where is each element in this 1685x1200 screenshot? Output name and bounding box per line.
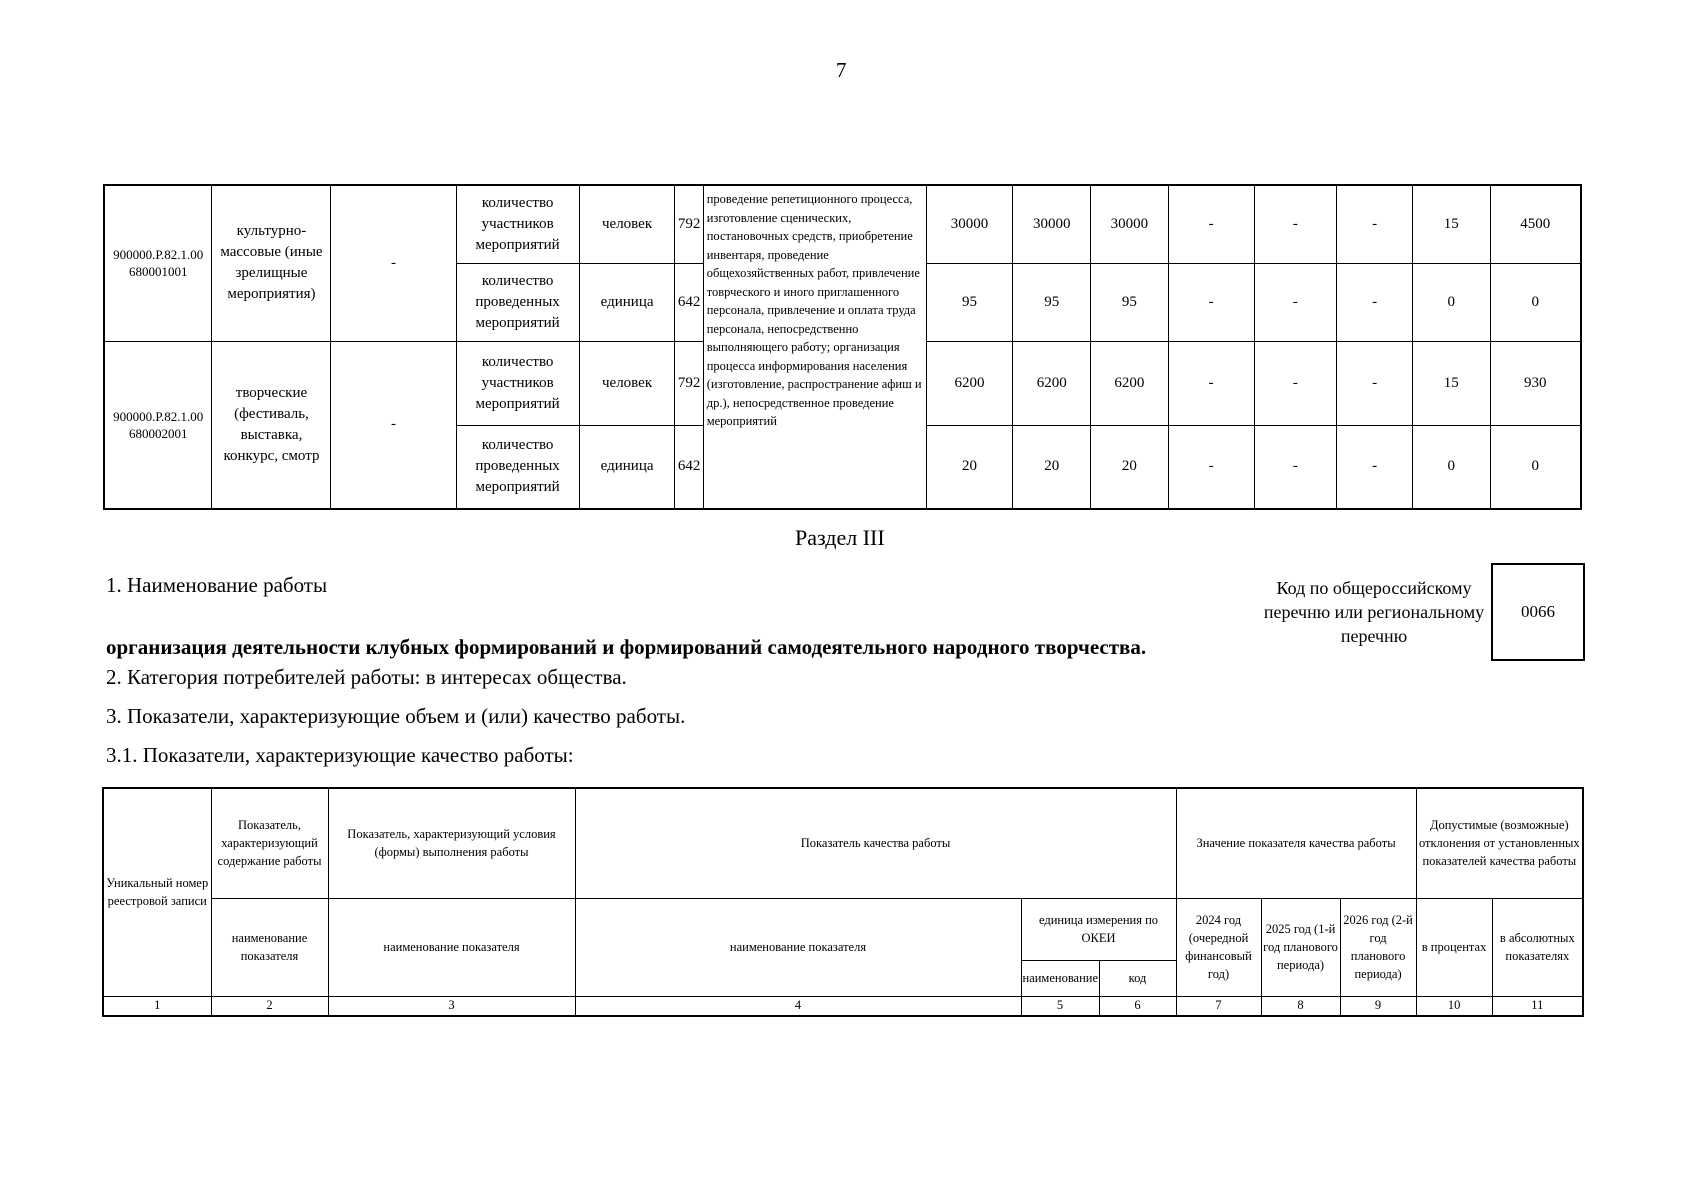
header-deviation: Допустимые (возможные) отклонения от установленных показателей качества работы <box>1416 788 1583 898</box>
table-row <box>104 185 1581 263</box>
price-2026: - <box>1337 185 1413 263</box>
consumer-category: 2. Категория потребителей работы: в интересах общества. <box>106 665 627 689</box>
unit-code: 642 <box>675 263 703 341</box>
value-2025: 30000 <box>1013 185 1091 263</box>
unit-name: человек <box>579 185 675 263</box>
column-number: 8 <box>1261 996 1340 1016</box>
value-2026: 6200 <box>1091 341 1169 425</box>
header-conditions: Показатель, характеризующий условия (формы) выполнения работы <box>328 788 575 898</box>
registry-code: 900000.Р.82.1.00 680002001 <box>104 341 212 509</box>
header-okei-name: наименование <box>1021 960 1099 996</box>
quality-indicators-table <box>102 787 1584 1017</box>
work-name: организация деятельности клубных формирований и формирований самодеятельного народного творчества. <box>106 635 1147 659</box>
column-number: 6 <box>1099 996 1176 1016</box>
deviation-percent: 0 <box>1412 263 1490 341</box>
value-2024: 20 <box>926 425 1013 509</box>
value-2025: 20 <box>1013 425 1091 509</box>
deviation-absolute: 0 <box>1490 425 1581 509</box>
price-2025: - <box>1254 263 1337 341</box>
registry-code-label: Код по общероссийскому перечню или региональному перечню <box>1263 578 1485 646</box>
header-indicator-name: наименование показателя <box>211 898 328 996</box>
unit-name: человек <box>579 341 675 425</box>
deviation-absolute: 0 <box>1490 263 1581 341</box>
price-2024: - <box>1168 425 1254 509</box>
header-value: Значение показателя качества работы <box>1176 788 1416 898</box>
header-okei-code: код <box>1099 960 1176 996</box>
price-2025: - <box>1254 425 1337 509</box>
condition-indicator: - <box>331 185 456 341</box>
value-2026: 95 <box>1091 263 1169 341</box>
indicator-name: количество участников мероприятий <box>456 185 579 263</box>
unit-code: 642 <box>675 425 703 509</box>
column-number: 2 <box>211 996 328 1016</box>
indicator-name: количество проведенных мероприятий <box>456 425 579 509</box>
deviation-absolute: 4500 <box>1490 185 1581 263</box>
deviation-percent: 0 <box>1412 425 1490 509</box>
header-okei-unit: единица измерения по ОКЕИ <box>1021 898 1176 960</box>
table-header-row <box>103 788 1583 898</box>
work-name-label: 1. Наименование работы <box>106 573 328 597</box>
unit-code: 792 <box>675 185 703 263</box>
quality-indicators-heading: 3.1. Показатели, характеризующие качество работы: <box>106 743 574 767</box>
header-year-2024: 2024 год (очередной финансовый год) <box>1176 898 1261 996</box>
content-indicator: культурно-массовые (иные зрелищные мероприятия) <box>212 185 331 341</box>
price-2026: - <box>1337 425 1413 509</box>
header-unique-number: Уникальный номер реестровой записи <box>103 788 211 996</box>
registry-code: 900000.Р.82.1.00 680001001 <box>104 185 212 341</box>
registry-code-value: 0066 <box>1521 602 1555 621</box>
value-2026: 20 <box>1091 425 1169 509</box>
indicator-name: количество участников мероприятий <box>456 341 579 425</box>
unit-code: 792 <box>675 341 703 425</box>
deviation-percent: 15 <box>1412 185 1490 263</box>
column-number: 7 <box>1176 996 1261 1016</box>
table-header-row <box>103 898 1583 960</box>
column-number: 11 <box>1492 996 1583 1016</box>
price-2026: - <box>1337 263 1413 341</box>
condition-indicator: - <box>331 341 456 509</box>
column-number: 5 <box>1021 996 1099 1016</box>
indicator-name: количество проведенных мероприятий <box>456 263 579 341</box>
header-year-2026: 2026 год (2-й год планового периода) <box>1340 898 1416 996</box>
work-description: проведение репетиционного процесса, изготовление сценических, постановочных средств, приобретение инвентаря, проведение общехозяйственных работ, привлечение товрческого и иного приглашенного персонала, привлечение и оплата труда персонала, непосредственно выполняющего работу; организация процесса информирования населения (изготовление, распространение афиш и др.), непосредственное проведение мероприятий <box>703 185 926 509</box>
indicators-heading: 3. Показатели, характеризующие объем и (или) качество работы. <box>106 704 686 728</box>
header-indicator-name: наименование показателя <box>328 898 575 996</box>
content-indicator: творческие (фестиваль, выставка, конкурс, смотр <box>212 341 331 509</box>
column-number: 10 <box>1416 996 1492 1016</box>
header-percent: в процентах <box>1416 898 1492 996</box>
column-number: 4 <box>575 996 1021 1016</box>
deviation-percent: 15 <box>1412 341 1490 425</box>
price-2024: - <box>1168 263 1254 341</box>
page-number: 7 <box>836 58 847 82</box>
value-2026: 30000 <box>1091 185 1169 263</box>
header-year-2025: 2025 год (1-й год планового периода) <box>1261 898 1340 996</box>
header-indicator-name: наименование показателя <box>575 898 1021 996</box>
column-number: 3 <box>328 996 575 1016</box>
price-2025: - <box>1254 185 1337 263</box>
unit-name: единица <box>579 263 675 341</box>
section-title: Раздел III <box>795 525 885 550</box>
header-absolute: в абсолютных показателях <box>1492 898 1583 996</box>
deviation-absolute: 930 <box>1490 341 1581 425</box>
unit-name: единица <box>579 425 675 509</box>
column-numbers-row <box>103 996 1583 1016</box>
value-2024: 6200 <box>926 341 1013 425</box>
column-number: 1 <box>103 996 211 1016</box>
value-2024: 30000 <box>926 185 1013 263</box>
price-2025: - <box>1254 341 1337 425</box>
header-quality: Показатель качества работы <box>575 788 1176 898</box>
price-2026: - <box>1337 341 1413 425</box>
registry-code-box <box>1491 563 1585 661</box>
volume-indicators-table <box>103 184 1582 510</box>
price-2024: - <box>1168 185 1254 263</box>
value-2024: 95 <box>926 263 1013 341</box>
header-content: Показатель, характеризующий содержание работы <box>211 788 328 898</box>
column-number: 9 <box>1340 996 1416 1016</box>
value-2025: 95 <box>1013 263 1091 341</box>
price-2024: - <box>1168 341 1254 425</box>
value-2025: 6200 <box>1013 341 1091 425</box>
